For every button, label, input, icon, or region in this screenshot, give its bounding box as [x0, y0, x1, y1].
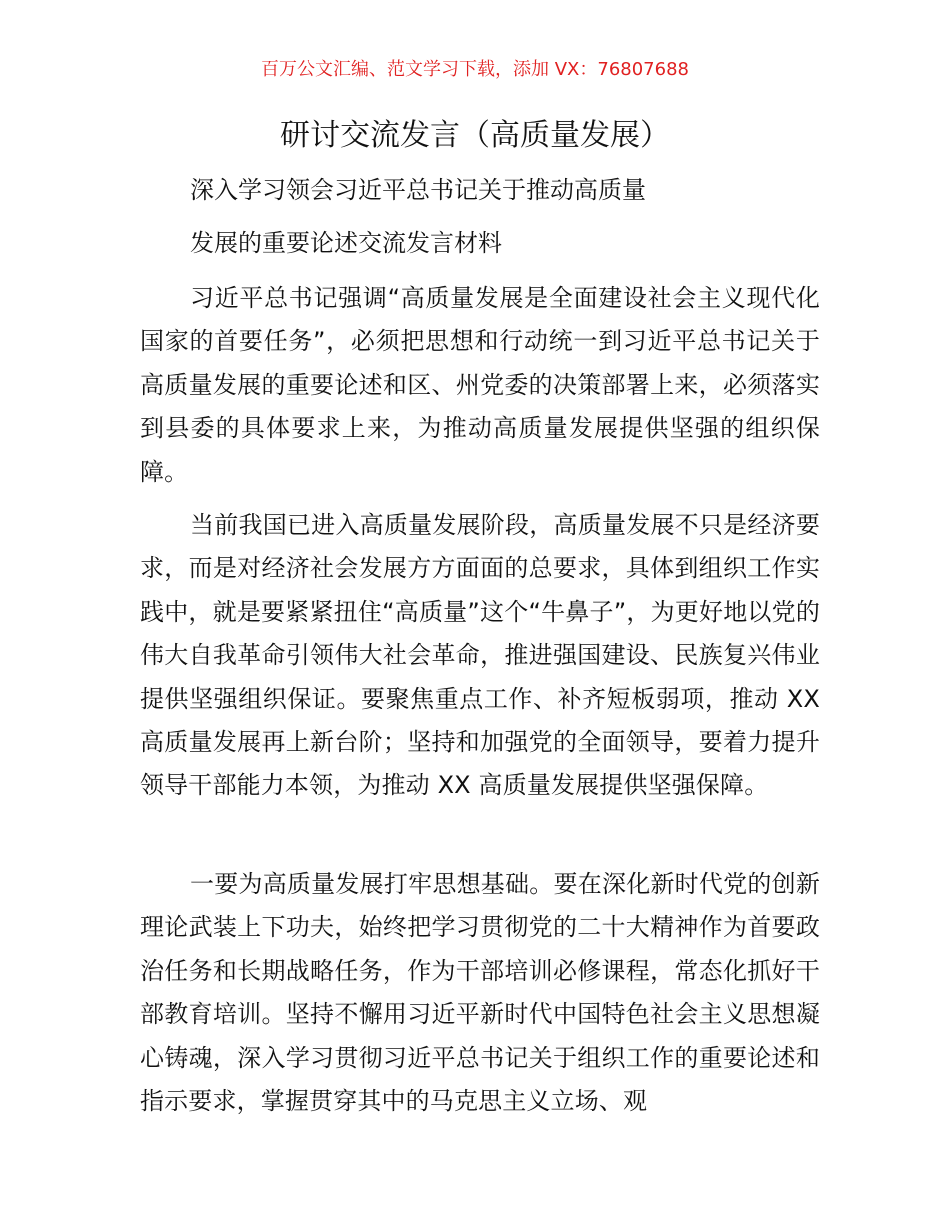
subtitle-line-1: 深入学习领会习近平总书记关于推动高质量: [190, 176, 646, 204]
document-title: 研讨交流发言（高质量发展）: [280, 118, 670, 153]
subtitle-line-2: 发展的重要论述交流发言材料: [190, 229, 502, 257]
paragraph-1: 习近平总书记强调“高质量发展是全面建设社会主义现代化国家的首要任务”，必须把思想和行动统一到习近平总书记关于高质量发展的重要论述和区、州党委的决策部署上来，必须落实到县委的具体要求上来，为推动高质量发展提供坚强的组织保障。: [140, 284, 820, 486]
paragraph-2: 当前我国已进入高质量发展阶段，高质量发展不只是经济要求，而是对经济社会发展方方面面的总要求，具体到组织工作实践中，就是要紧紧扭住“高质量”这个“牛鼻子”，为更好地以党的伟大自我革命引领伟大社会革命，推进强国建设、民族复兴伟业提供坚强组织保证。要聚焦重点工作、补齐短板弱项，推动 XX 高质量发展再上新台阶；坚持和加强党的全面领导，要着力提升领导干部能力本领，为推动 XX 高质量发展提供坚强保障。: [140, 511, 820, 800]
header-banner: 百万公文汇编、范文学习下载，添加 VX：76807688: [261, 59, 689, 80]
paragraph-3: 一要为高质量发展打牢思想基础。要在深化新时代党的创新理论武装上下功夫，始终把学习贯彻党的二十大精神作为首要政治任务和长期战略任务，作为干部培训必修课程，常态化抓好干部教育培训。坚持不懈用习近平新时代中国特色社会主义思想凝心铸魂，深入学习贯彻习近平总书记关于组织工作的重要论述和指示要求，掌握贯穿其中的马克思主义立场、观: [140, 870, 820, 1116]
